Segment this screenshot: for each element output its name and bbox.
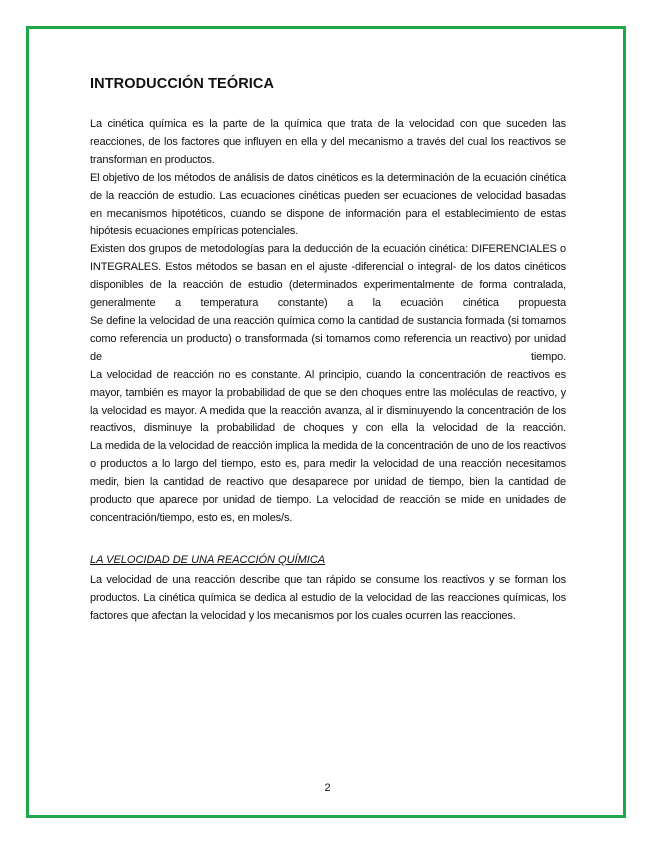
document-body (90, 76, 566, 625)
paragraph-definition: Se define la velocidad de una reacción química como la cantidad de sustancia formada (si tomamos como referencia un producto) o transformada (si tomamos como referencia un reactivo) por unidad de tiempo. (90, 314, 566, 363)
paragraph-methods: Existen dos grupos de metodologías para la deducción de la ecuación cinética: DIFERENCIALES o INTEGRALES. Estos métodos se basan en el ajuste -diferencial o integral- de los datos cinéticos disponibles de la reacción de estudio (determinados experimentalmente de forma contralada, generalmente a temperatura constante) a la ecuación cinética propuesta (90, 243, 566, 310)
section-title: INTRODUCCIÓN TEÓRICA (90, 76, 275, 92)
subsection-title: LA VELOCIDAD DE UNA REACCIÓN QUÍMICA (90, 553, 326, 566)
paragraph-rate-variation: La velocidad de reacción no es constante. Al principio, cuando la concentración de reactivos es mayor, también es mayor la probabilidad de que se den choques entre las moléculas de reactivo, y la velocidad es mayor. A medida que la reacción avanza, al ir disminuyendo la concentración de los reactivos, disminuye la probabilidad de choques y con ella la velocidad de la reacción. (90, 368, 566, 435)
paragraph-reaction-rate: La velocidad de una reacción describe que tan rápido se consume los reactivos y se forman los productos. La cinética química se dedica al estudio de la velocidad de las reacciones químicas, los factores que afectan la velocidad y los mecanismos por los cuales ocurren las reacciones. (90, 573, 566, 622)
paragraph-intro: La cinética química es la parte de la química que trata de la velocidad con que suceden las reacciones, de los factores que influyen en ella y del mecanismo a través del cual los reactivos se transforman en productos. (90, 118, 566, 166)
page-number: 2 (324, 782, 331, 794)
paragraph-rate-measurement: La medida de la velocidad de reacción implica la medida de la concentración de uno de los reactivos o productos a lo largo del tiempo, esto es, para medir la velocidad de una reacción necesitamos medir, bien la cantidad de reactivo que desaparece por unidad de tiempo, bien la cantidad de producto que aparece por unidad de tiempo. La velocidad de reacción se mide en unidades de concentración/tiempo, esto es, en moles/s. (90, 440, 566, 524)
paragraph-objective: El objetivo de los métodos de análisis de datos cinéticos es la determinación de la ecuación cinética de la reacción de estudio. Las ecuaciones cinéticas pueden ser ecuaciones de velocidad basadas en mecanismos hipotéticos, cuando se dispone de información para el establecimiento de estas hipótesis ecuaciones empíricas potenciales. (90, 171, 566, 238)
